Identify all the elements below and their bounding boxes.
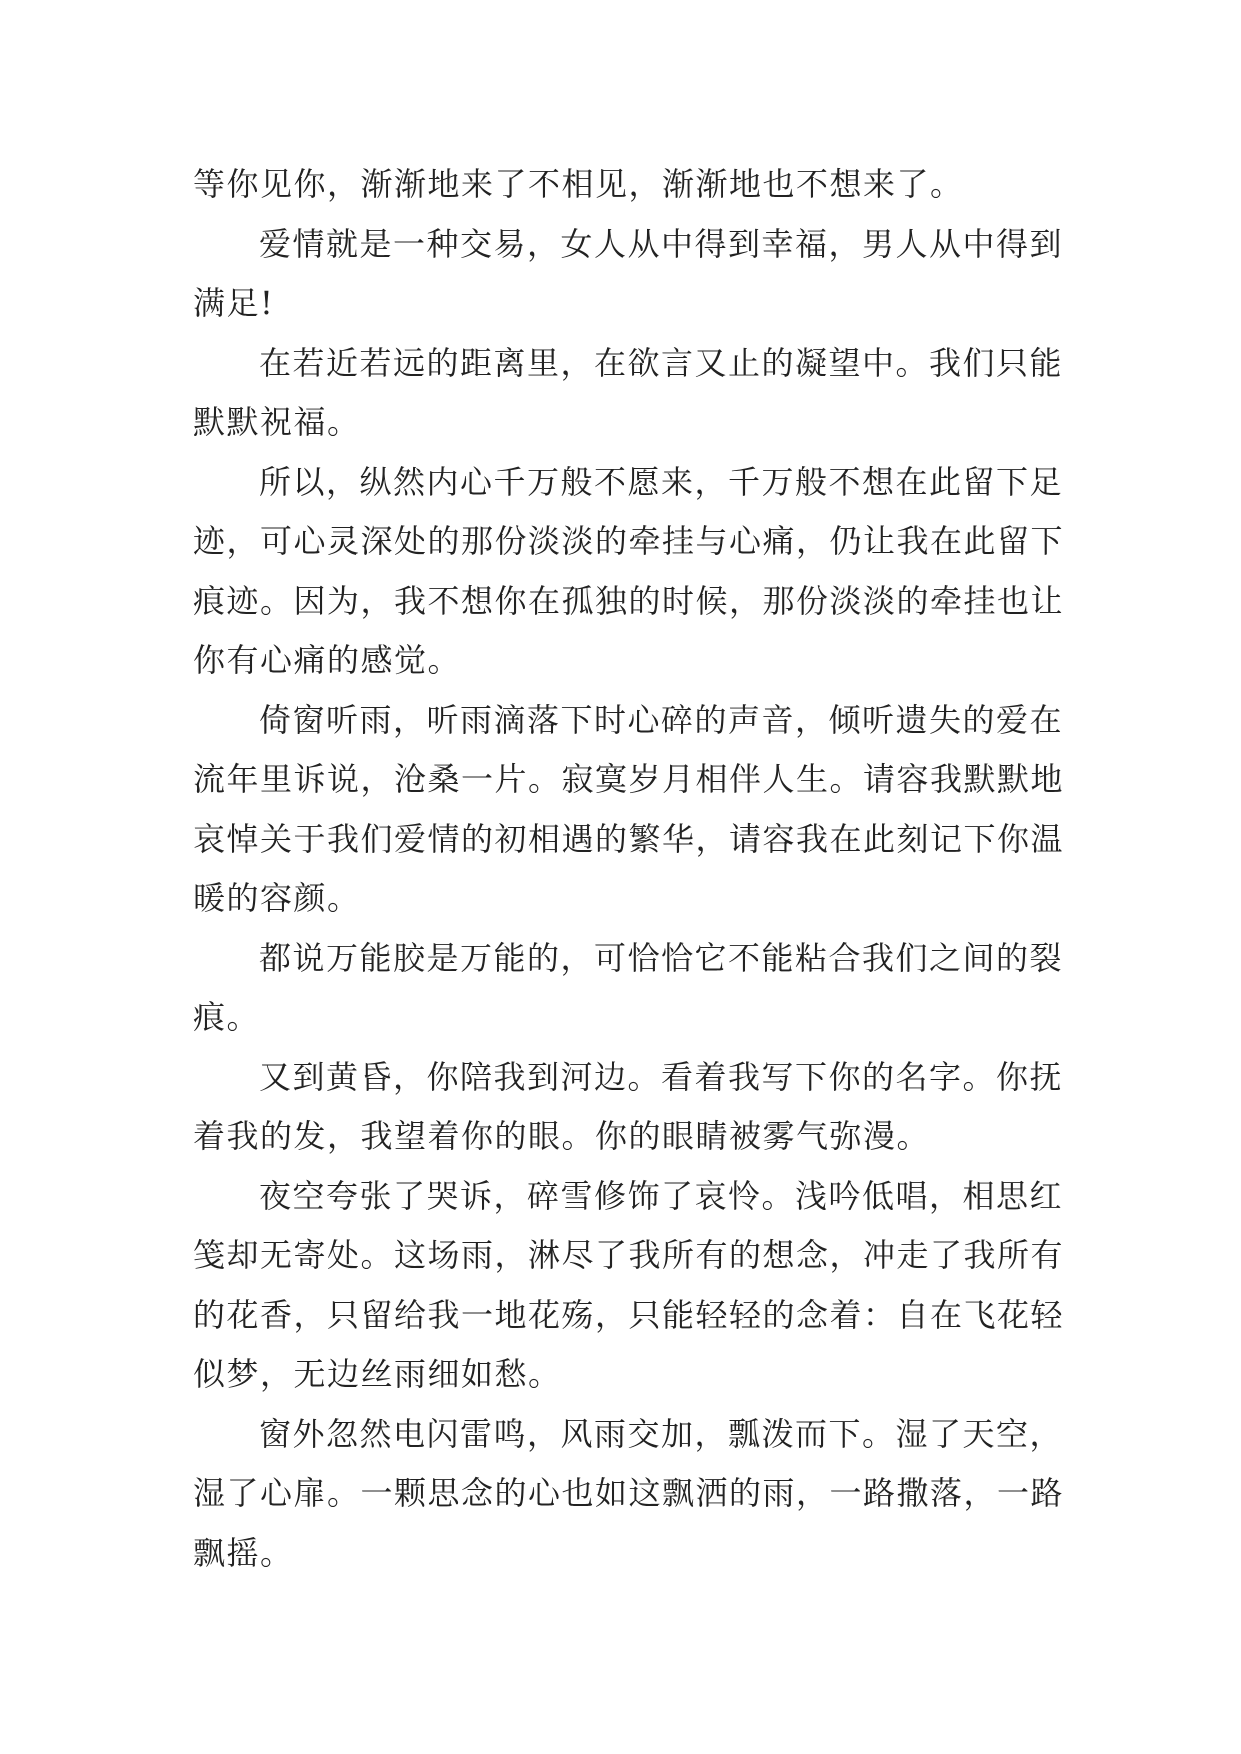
text-line: 默默祝福。 xyxy=(193,403,361,441)
text-line: 爱情就是一种交易，女人从中得到幸福，男人从中得到 xyxy=(259,224,1064,263)
text-line: 窗外忽然电闪雷鸣，风雨交加，瓢泼而下。湿了天空， xyxy=(259,1414,1064,1453)
text-line: 又到黄昏，你陪我到河边。看着我写下你的名字。你抚 xyxy=(259,1057,1064,1096)
text-line: 等你见你，渐渐地来了不相见，渐渐地也不想来了。 xyxy=(193,165,964,203)
text-line: 倚窗听雨，听雨滴落下时心碎的声音，倾听遗失的爱在 xyxy=(259,700,1064,739)
text-line: 笺却无寄处。这场雨，淋尽了我所有的想念，冲走了我所有 xyxy=(193,1236,1065,1274)
document-body xyxy=(193,155,1063,1583)
text-line: 所以，纵然内心千万般不愿来，千万般不想在此留下足 xyxy=(259,462,1064,501)
text-line: 哀悼关于我们爱情的初相遇的繁华，请容我在此刻记下你温 xyxy=(193,819,1065,858)
text-line: 的花香，只留给我一地花殇，只能轻轻的念着：自在飞花轻 xyxy=(193,1295,1065,1334)
text-line: 都说万能胶是万能的，可恰恰它不能粘合我们之间的裂 xyxy=(259,938,1064,977)
text-line: 痕。 xyxy=(193,998,261,1036)
text-line: 飘摇。 xyxy=(193,1533,294,1572)
text-line: 痕迹。因为，我不想你在孤独的时候，那份淡淡的牵挂也让 xyxy=(193,581,1065,620)
text-line: 迹，可心灵深处的那份淡淡的牵挂与心痛，仍让我在此留下 xyxy=(193,522,1065,560)
text-line: 满足! xyxy=(193,284,275,322)
text-line: 暖的容颜。 xyxy=(193,879,361,917)
text-line: 着我的发，我望着你的眼。你的眼睛被雾气弥漫。 xyxy=(193,1117,931,1155)
text-line: 流年里诉说，沧桑一片。寂寞岁月相伴人生。请容我默默地 xyxy=(193,760,1065,798)
text-line: 似梦，无边丝雨细如愁。 xyxy=(193,1355,562,1393)
text-line: 夜空夸张了哭诉，碎雪修饰了哀怜。浅吟低唱，相思红 xyxy=(259,1176,1064,1215)
text-line: 在若近若远的距离里，在欲言又止的凝望中。我们只能 xyxy=(259,343,1064,382)
text-line: 湿了心扉。一颗思念的心也如这飘洒的雨，一路撒落，一路 xyxy=(193,1474,1065,1512)
text-line: 你有心痛的感觉。 xyxy=(193,641,462,679)
